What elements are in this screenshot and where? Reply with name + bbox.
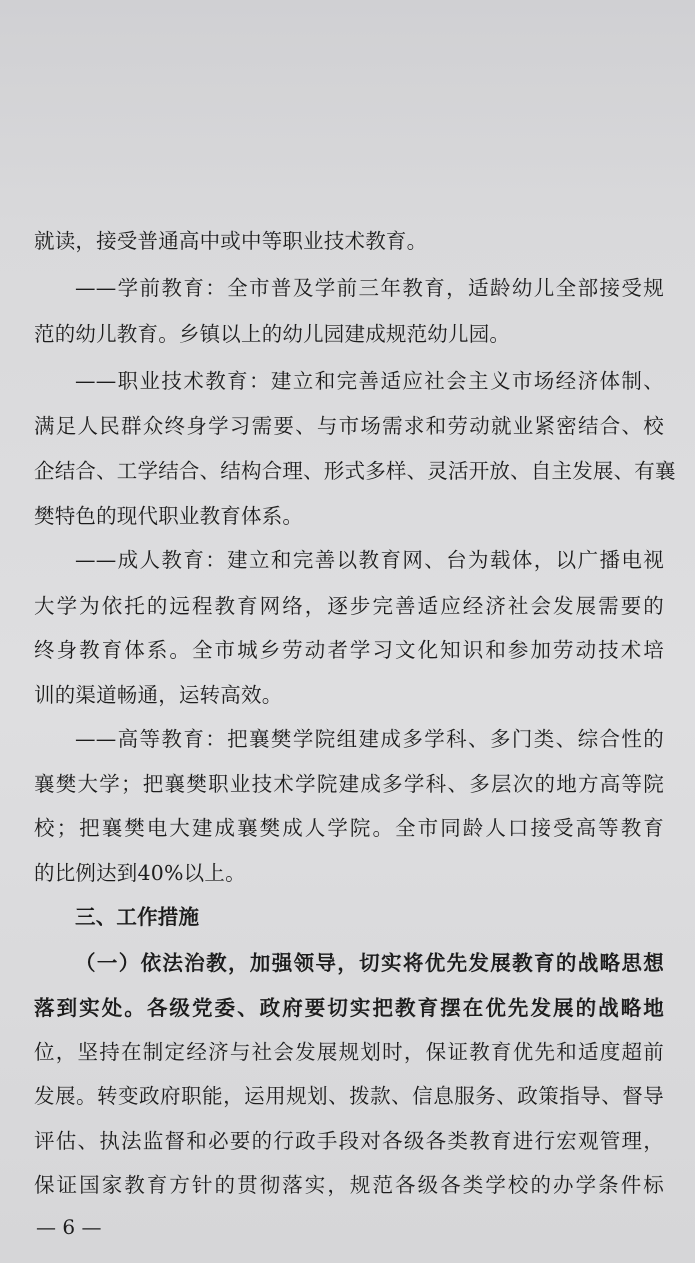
text-line-15: 的比例达到40%以上。 (34, 861, 246, 885)
text-line-19: 发展。转变政府职能，运用规划、拨款、信息服务、政策指导、督导 (34, 1084, 664, 1108)
text-line-1: 就读，接受普通高中或中等职业技术教育。 (34, 229, 428, 253)
text-line-9: 大学为依托的远程教育网络，逐步完善适应经济社会发展需要的 (34, 594, 664, 618)
text-line-5: 满足人民群众终身学习需要、与市场需求和劳动就业紧密结合、校 (34, 414, 664, 438)
section-heading: 三、工作措施 (75, 905, 200, 929)
text-line-12: ——高等教育：把襄樊学院组建成多学科、多门类、综合性的 (75, 727, 664, 751)
page-number: — 6 — (36, 1215, 102, 1239)
text-line-20: 评估、执法监督和必要的行政手段对各级各类教育进行宏观管理， (34, 1129, 664, 1153)
text-line-14: 校；把襄樊电大建成襄樊成人学院。全市同龄人口接受高等教育 (34, 816, 664, 840)
text-line-10: 终身教育体系。全市城乡劳动者学习文化知识和参加劳动技术培 (34, 638, 664, 662)
text-line-17: 落到实处。各级党委、政府要切实把教育摆在优先发展的战略地 (34, 996, 664, 1020)
text-line-3: 范的幼儿教育。乡镇以上的幼儿园建成规范幼儿园。 (34, 322, 511, 346)
text-line-7: 樊特色的现代职业教育体系。 (34, 504, 304, 528)
text-line-16: （一）依法治教，加强领导，切实将优先发展教育的战略思想 (75, 951, 664, 975)
text-line-11: 训的渠道畅通，运转高效。 (34, 683, 283, 707)
text-line-8: ——成人教育：建立和完善以教育网、台为载体，以广播电视 (75, 548, 664, 572)
text-line-2: ——学前教育：全市普及学前三年教育，适龄幼儿全部接受规 (75, 276, 664, 300)
text-line-13: 襄樊大学；把襄樊职业技术学院建成多学科、多层次的地方高等院 (34, 772, 664, 796)
text-line-18: 位，坚持在制定经济与社会发展规划时，保证教育优先和适度超前 (34, 1040, 664, 1064)
text-line-6: 企结合、工学结合、结构合理、形式多样、灵活开放、自主发展、有襄 (34, 459, 676, 483)
text-line-4: ——职业技术教育：建立和完善适应社会主义市场经济体制、 (75, 369, 664, 393)
text-line-21: 保证国家教育方针的贯彻落实，规范各级各类学校的办学条件标 (34, 1173, 664, 1197)
